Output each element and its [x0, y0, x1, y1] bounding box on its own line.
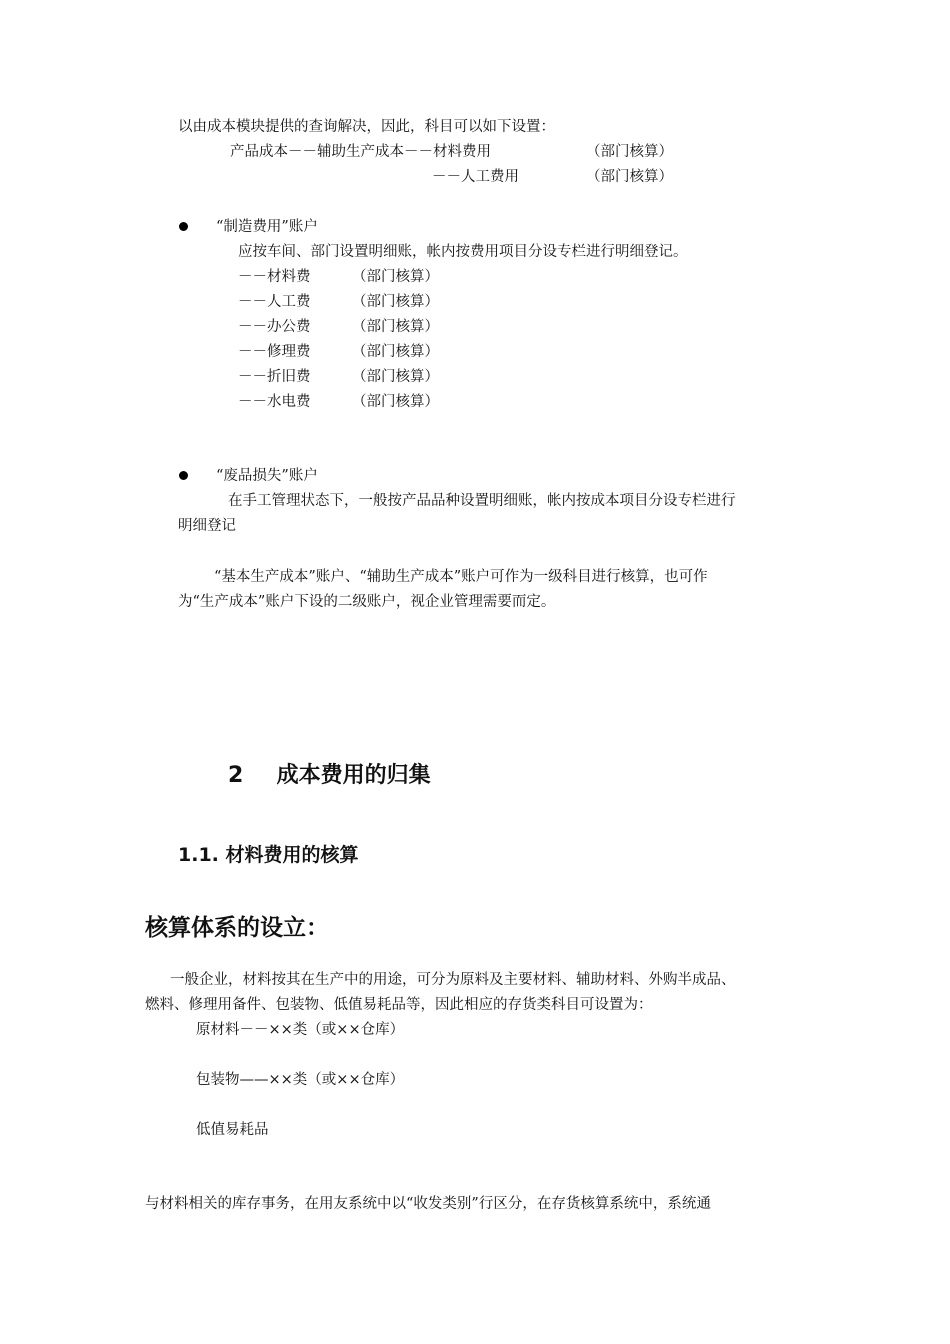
scrap-title: “废品损失”账户 — [216, 468, 318, 484]
note-line1: “基本生产成本”账户、“辅助生产成本”账户可作为一级科目进行核算，也可作 — [214, 569, 708, 585]
intro-row1-account: 产品成本－－辅助生产成本－－材料费用 — [230, 144, 491, 160]
manufacturing-item-name: －－折旧费 — [238, 369, 311, 385]
intro-line: 以由成本模块提供的查询解决，因此，科目可以如下设置： — [178, 119, 555, 135]
manufacturing-item-name: －－材料费 — [238, 269, 311, 285]
chapter-title: 成本费用的归集 — [276, 763, 431, 788]
intro-row2-account: －－人工费用 — [432, 169, 519, 185]
chapter-heading — [228, 758, 431, 789]
note-line2: 为“生产成本”账户下设的二级账户，视企业管理需要而定。 — [178, 594, 556, 610]
manufacturing-item-name: －－办公费 — [238, 319, 311, 335]
scrap-line1: 在手工管理状态下，一般按产品品种设置明细账，帐内按成本项目分设专栏进行 — [228, 493, 736, 509]
intro-row1-tag: （部门核算） — [586, 144, 673, 160]
manufacturing-item-name: －－修理费 — [238, 344, 311, 360]
body-line1: 一般企业，材料按其在生产中的用途，可分为原料及主要材料、辅助材料、外购半成品、 — [170, 972, 736, 988]
manufacturing-item-tag: （部门核算） — [352, 269, 439, 285]
section-heading — [178, 840, 359, 867]
manufacturing-desc: 应按车间、部门设置明细账，帐内按费用项目分设专栏进行明细登记。 — [238, 244, 688, 260]
manufacturing-title: “制造费用”账户 — [216, 219, 318, 235]
manufacturing-item-tag: （部门核算） — [352, 394, 439, 410]
manufacturing-item-name: －－人工费 — [238, 294, 311, 310]
scrap-line2: 明细登记 — [178, 518, 236, 534]
manufacturing-item-tag: （部门核算） — [352, 294, 439, 310]
bullet-icon — [179, 222, 188, 231]
manufacturing-item-tag: （部门核算） — [352, 319, 439, 335]
subsection-heading: 核算体系的设立： — [145, 915, 329, 941]
body-item: 低值易耗品 — [196, 1122, 269, 1138]
body-last-line: 与材料相关的库存事务，在用友系统中以“收发类别”行区分，在存货核算系统中，系统通 — [145, 1196, 711, 1212]
body-item: 原材料－－××类（或××仓库） — [196, 1022, 405, 1038]
section-number: 1.1. — [178, 844, 219, 866]
manufacturing-item-tag: （部门核算） — [352, 369, 439, 385]
chapter-number: 2 — [228, 763, 244, 788]
manufacturing-item-tag: （部门核算） — [352, 344, 439, 360]
body-item: 包装物——××类（或××仓库） — [196, 1072, 405, 1088]
manufacturing-item-name: －－水电费 — [238, 394, 311, 410]
section-title: 材料费用的核算 — [225, 844, 359, 866]
body-line2: 燃料、修理用备件、包装物、低值易耗品等，因此相应的存货类科目可设置为： — [145, 997, 653, 1013]
intro-row2-tag: （部门核算） — [586, 169, 673, 185]
bullet-icon — [179, 471, 188, 480]
